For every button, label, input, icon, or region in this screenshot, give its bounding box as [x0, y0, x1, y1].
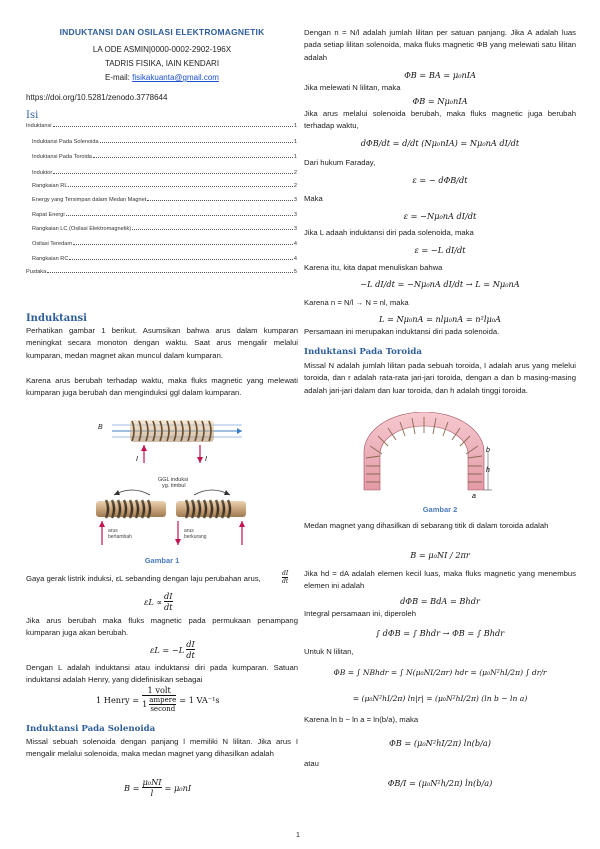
paragraph: Maka: [304, 194, 323, 203]
toc-entry-page: 1: [293, 123, 297, 129]
toc-leader-dots: [147, 200, 293, 201]
figure-1-label: arus: [108, 528, 118, 534]
fraction-denominator: dt: [186, 650, 195, 660]
section-heading-toroida: Induktansi Pada Toroida: [304, 347, 422, 357]
toc-entry[interactable]: [26, 254, 297, 262]
inline-fraction: [282, 570, 288, 585]
paragraph: Jika L adaah induktansi diri pada solenoida, maka: [304, 228, 474, 237]
equation: ΦB = ∫ NBhdr = ∫ N(μ₀NI/2πr) hdr = (μ₀N²hI/2π) ∫ dr/r: [333, 668, 547, 677]
equation: ε = − dΦB/dt: [412, 175, 468, 185]
equation: ΦB = (μ₀N²hI/2π) ln(b/a): [389, 738, 491, 748]
email-label: E-mail:: [105, 73, 130, 82]
equation: ΦB/I = (μ₀N²h/2π) ln(b/a): [387, 778, 493, 788]
equation: ∫ dΦB = ∫ Bhdr → ΦB = ∫ Bhdr: [375, 628, 505, 638]
toc-entry[interactable]: [26, 267, 297, 275]
toc-entry-label: Rapat Energi: [32, 212, 65, 218]
equation: L = Nμ₀nA = nlμ₀nA = n²lμ₀A: [379, 314, 501, 324]
toc-entry-page: 4: [293, 256, 297, 262]
equation-lhs: B =: [124, 782, 140, 793]
toc-entry-label: Rangkaian RL: [32, 183, 68, 189]
paragraph: Medan magnet yang dihasilkan di sebarang titik di dalam toroida adalah: [304, 521, 549, 530]
fraction-denominator: l: [142, 787, 161, 798]
fraction-denominator: dt: [282, 578, 289, 585]
toc-entry[interactable]: [26, 168, 297, 176]
page-number: 1: [296, 832, 300, 839]
toc-entry-page: 3: [293, 197, 297, 203]
figure-1-label: yg. timbul: [162, 483, 186, 489]
figure-1-label: B: [98, 424, 103, 431]
email-link[interactable]: fisikakuanta@gmail.com: [132, 73, 219, 82]
toc-entry[interactable]: [26, 137, 297, 145]
paragraph: Karena itu, kita dapat menuliskan bahwa: [304, 263, 443, 272]
toc-leader-dots: [53, 126, 293, 127]
equation-lhs: 1 Henry =: [96, 694, 140, 705]
paragraph: Karena ln b − ln a = ln(b/a), maka: [304, 715, 419, 724]
paragraph: Missal N adalah jumlah lilitan pada sebuah toroida, I adalah arus yang melelui toroida, dan r adalah rata-rata jari-jari toroida, dengan a dan b masing-masing adalah jari-jari dalam dan luar toroida, dan h adalah tinggi toroida.: [304, 361, 576, 395]
paragraph: Gaya gerak listrik induksi, εL sebanding dengan laju perubahan arus,: [26, 574, 261, 583]
paragraph: Dari hukum Faraday,: [304, 158, 376, 167]
equation-emf-inductance: [150, 639, 195, 660]
toc-leader-dots: [132, 229, 293, 230]
equation: ΦB = BA = μ₀nIA: [404, 70, 476, 80]
toc-entry-page: 5: [293, 269, 297, 275]
toc-entry[interactable]: [26, 224, 297, 232]
coil-bottom-left: [96, 500, 166, 518]
equation: B = μ₀NI / 2πr: [410, 550, 470, 560]
equation: −L dI/dt = −Nμ₀nA dI/dt → L = Nμ₀nA: [360, 279, 520, 289]
paragraph: Karena n = N/l → N = nl, maka: [304, 298, 409, 307]
equation: dΦB = BdA = Bhdr: [400, 596, 480, 606]
equation: dΦB/dt = d/dt (Nμ₀nIA) = Nμ₀nA dI/dt: [360, 138, 520, 148]
toc-entry-page: 2: [293, 170, 297, 176]
paper-title: INDUKTANSI DAN OSILASI ELEKTROMAGNETIK: [59, 27, 265, 37]
fraction-coefficient: 1: [142, 699, 148, 709]
paragraph: Persamaan ini merupakan induktansi diri pada solenoida.: [304, 327, 500, 336]
figure-1-label: I: [136, 456, 138, 463]
fraction-numerator: dI: [282, 570, 289, 577]
figure-2-caption: Gambar 2: [422, 505, 458, 514]
email-line: [26, 73, 298, 82]
equation: ε = −L dI/dt: [414, 245, 466, 255]
paragraph: Jika melewati N lilitan, maka: [304, 83, 401, 92]
toc-entry[interactable]: [26, 195, 297, 203]
equation-henry: [96, 686, 220, 713]
equation: ε = −Nμ₀nA dI/dt: [403, 211, 477, 221]
fraction-numerator: ampere: [149, 696, 177, 704]
paragraph: Jika arus melalui solenoida berubah, maka fluks magnetic juga berubah terhadap waktu,: [304, 109, 576, 131]
equation-solenoid-field: [124, 777, 191, 798]
figure-1-label: bertambah: [108, 534, 132, 540]
toc-leader-dots: [69, 259, 292, 260]
figure-2-label: b: [486, 447, 490, 454]
paragraph: atau: [304, 759, 319, 768]
paragraph: Missal sebuah solenoida dengan panjang l memiliki N lilitan. Jika arus I mengalir melalui solenoida, maka medan magnet yang dihasilkan adalah: [26, 737, 298, 759]
toc-entry-label: Induktansi Pada Toroida: [32, 154, 92, 160]
toc-entry[interactable]: [26, 121, 297, 129]
paragraph: Perhatikan gambar 1 berikut. Asumsikan bahwa arus dalam kumparan meningkat secara monoton dengan waktu. Saat arus mengalir melalui kumparan, medan magnet akan muncul dalam kumparan.: [26, 326, 298, 360]
equation: ΦB = Nμ₀nIA: [412, 96, 468, 106]
figure-2-toroid: [360, 412, 494, 502]
fraction-denominator: dt: [163, 602, 173, 612]
toc-leader-dots: [68, 186, 292, 187]
author-line: LA ODE ASMIN|0000-0002-2902-196X: [92, 45, 232, 54]
toc-entry-page: 1: [293, 154, 297, 160]
doi-link[interactable]: https://doi.org/10.5281/zenodo.3778644: [26, 93, 168, 102]
affiliation-line: TADRIS FISIKA, IAIN KENDARI: [104, 59, 220, 68]
paragraph: Dengan L adalah induktansi atau induktansi diri pada kumparan. Satuan induktansi adalah Henry, yang didefinisikan sebagai: [26, 663, 298, 685]
figure-2-label: h: [486, 467, 490, 474]
toc-entry-label: Rangkaian LC (Osilasi Elektromagnetik): [32, 226, 132, 232]
paragraph: Dengan n = N/l adalah jumlah lilitan per satuan panjang. Jika A adalah luas pada setiap lilitan solenoida, maka fluks magnetic ΦB yang melewati satu lilitan adalah: [304, 28, 576, 62]
toc-entry-label: Osilasi Teredam: [32, 241, 72, 247]
toc-entry-page: 4: [293, 241, 297, 247]
toc-entry[interactable]: [26, 152, 297, 160]
toc-leader-dots: [47, 272, 293, 273]
equation-emf-proportional: [144, 591, 173, 612]
toc-leader-dots: [93, 157, 293, 158]
toc-entry-label: Pustaka: [26, 269, 47, 275]
toc-entry-label: Induktansi: [26, 123, 52, 129]
toc-entry-label: Induktor: [32, 170, 53, 176]
toc-heading: Isi: [26, 110, 39, 121]
paragraph: Jika hd = dA adalah elemen kecil luas, maka fluks magnetic yang menembus elemen ini adalah: [304, 569, 576, 591]
toc-entry-page: 1: [293, 139, 297, 145]
figure-1-caption: Gambar 1: [144, 556, 180, 565]
toc-entry-label: Energy yang Tersimpan dalam Medan Magnet: [32, 197, 147, 203]
figure-1-label: arus: [184, 528, 194, 534]
figure-1-label: berkurang: [184, 534, 207, 540]
toc-entry[interactable]: [26, 239, 297, 247]
fraction-numerator: μ₀NI: [142, 777, 162, 787]
fraction-numerator: 1 volt: [147, 685, 171, 695]
equation-lhs: εL ∝: [144, 596, 162, 607]
toc-entry-label: Induktansi Pada Solenoida: [32, 139, 99, 145]
coil-bottom-right: [176, 500, 246, 518]
equation: = (μ₀N²hI/2π) ln|r| = (μ₀N²hI/2π) (ln b − ln a): [352, 694, 528, 703]
section-heading-solenoida: Induktansi Pada Solenoida: [26, 724, 156, 734]
toc-leader-dots: [53, 173, 293, 174]
equation-lhs: εL = −L: [150, 644, 185, 655]
paragraph: Integral persamaan ini, diperoleh: [304, 609, 416, 618]
equation-rhs: = μ₀nI: [164, 782, 192, 793]
paragraph: Jika arus berubah maka fluks magnetic pada permukaan penampang kumparan juga akan berubah.: [26, 616, 298, 638]
fraction-numerator: dI: [164, 591, 173, 601]
figure-2-label: a: [472, 493, 476, 500]
toc-entry-label: Rangkaian RC: [32, 256, 69, 262]
toc-entry-page: 3: [293, 226, 297, 232]
figure-1-label: I: [205, 456, 207, 463]
coil-top: [130, 420, 214, 442]
toc-leader-dots: [73, 244, 293, 245]
fraction-numerator: dI: [186, 639, 195, 649]
figure-1-label: GGL induksi: [158, 477, 189, 483]
paragraph: Untuk N lilitan,: [304, 647, 354, 656]
equation-rhs: = 1 VA⁻¹s: [179, 694, 220, 705]
toc-entry-page: 3: [293, 212, 297, 218]
toc-leader-dots: [66, 215, 293, 216]
toc-entry-page: 2: [293, 183, 297, 189]
section-heading-induktansi: Induktansi: [26, 313, 87, 324]
toc-leader-dots: [100, 142, 293, 143]
toc-entry[interactable]: [26, 181, 297, 189]
toc-entry[interactable]: [26, 210, 297, 218]
figure-1-coils: [92, 415, 252, 555]
paragraph: Karena arus berubah terhadap waktu, maka fluks magnetic yang melewati kumparan juga berubah dan menginduksi ggl dalam kumparan.: [26, 376, 298, 398]
fraction-denominator: second: [150, 705, 176, 713]
